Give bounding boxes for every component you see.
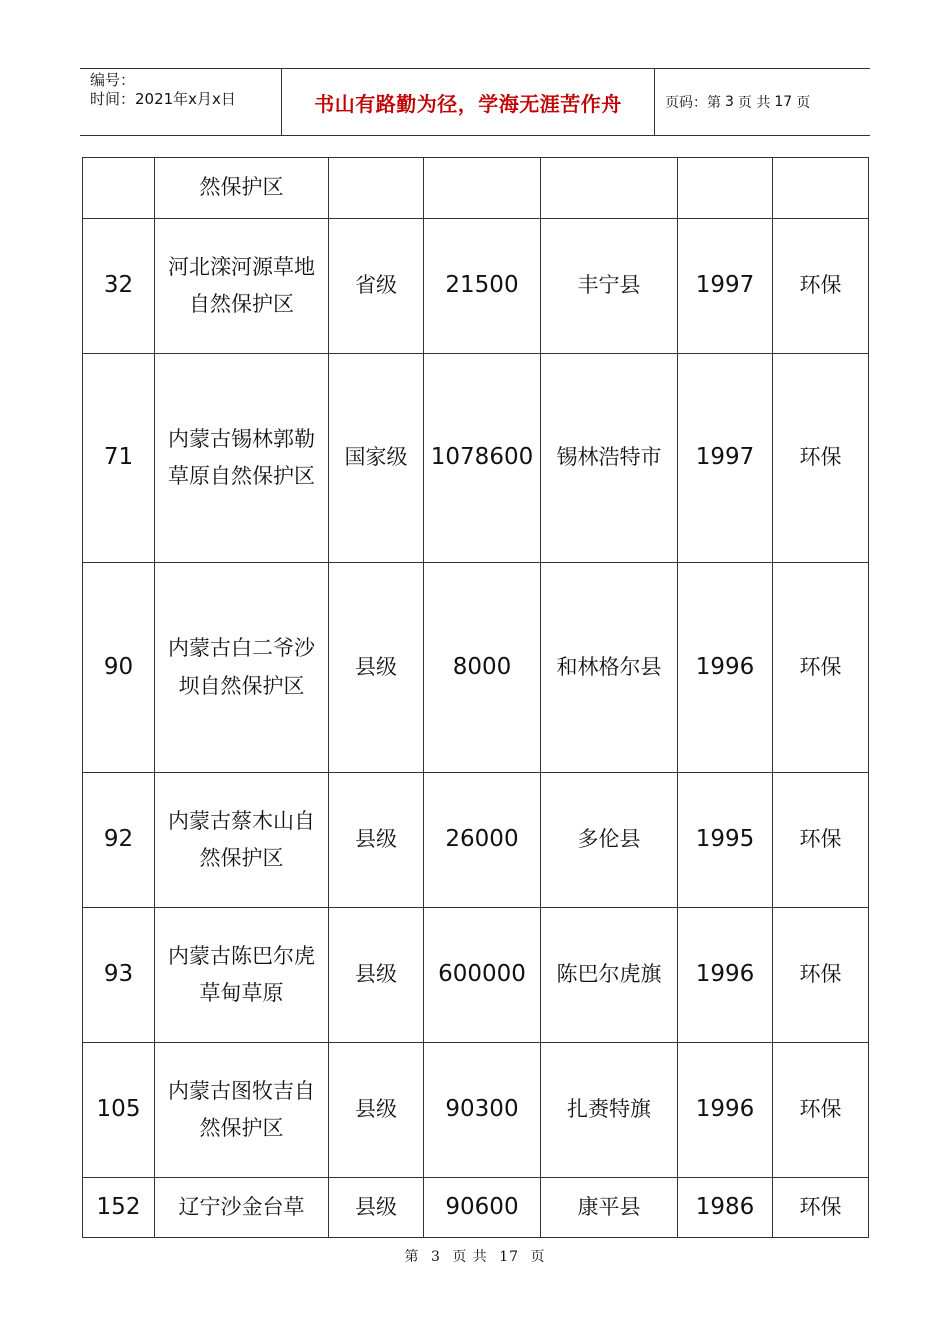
header-meta <box>80 69 282 135</box>
cell-department: 环保 <box>773 563 869 773</box>
cell-level: 国家级 <box>329 354 424 563</box>
footer-total: 17 <box>499 1249 520 1265</box>
cell-area <box>424 158 541 219</box>
cell-location: 丰宁县 <box>541 219 678 354</box>
cell-area: 600000 <box>424 908 541 1043</box>
cell-number: 71 <box>83 354 155 563</box>
page-total: 17 <box>774 94 793 110</box>
cell-reserve-name: 内蒙古陈巴尔虎草甸草原 <box>155 908 329 1043</box>
header-page-info <box>655 69 870 135</box>
cell-number: 92 <box>83 773 155 908</box>
page-current: 3 <box>725 94 734 110</box>
cell-reserve-name: 然保护区 <box>155 158 329 219</box>
reserve-table <box>82 157 869 1238</box>
cell-level <box>329 158 424 219</box>
cell-year: 1996 <box>678 908 773 1043</box>
cell-area: 90600 <box>424 1178 541 1238</box>
cell-location: 多伦县 <box>541 773 678 908</box>
table-row <box>83 354 869 563</box>
cell-number: 105 <box>83 1043 155 1178</box>
table-row <box>83 1178 869 1238</box>
cell-department: 环保 <box>773 354 869 563</box>
cell-level: 县级 <box>329 563 424 773</box>
cell-location: 陈巴尔虎旗 <box>541 908 678 1043</box>
page-footer <box>0 1246 950 1266</box>
cell-level: 县级 <box>329 773 424 908</box>
table-row <box>83 563 869 773</box>
cell-reserve-name: 内蒙古图牧吉自然保护区 <box>155 1043 329 1178</box>
table-row <box>83 773 869 908</box>
cell-year: 1996 <box>678 1043 773 1178</box>
footer-mid: 页 共 <box>452 1249 488 1265</box>
table-row <box>83 219 869 354</box>
cell-level: 省级 <box>329 219 424 354</box>
table-body <box>83 158 869 1238</box>
cell-location: 和林格尔县 <box>541 563 678 773</box>
cell-level: 县级 <box>329 908 424 1043</box>
page-header <box>80 68 870 136</box>
cell-department: 环保 <box>773 773 869 908</box>
page-mid: 页 共 <box>737 95 771 111</box>
footer-current: 3 <box>430 1249 441 1265</box>
cell-year: 1997 <box>678 354 773 563</box>
cell-number: 152 <box>83 1178 155 1238</box>
cell-department: 环保 <box>773 908 869 1043</box>
cell-department: 环保 <box>773 1178 869 1238</box>
table-row <box>83 908 869 1043</box>
footer-prefix: 第 <box>404 1249 420 1265</box>
table-row <box>83 158 869 219</box>
page-suffix: 页 <box>796 95 811 111</box>
cell-location: 康平县 <box>541 1178 678 1238</box>
time-label: 时间：2021年x月x日 <box>90 90 236 108</box>
cell-area: 1078600 <box>424 354 541 563</box>
cell-year: 1997 <box>678 219 773 354</box>
number-label: 编号： <box>90 71 136 89</box>
cell-year: 1996 <box>678 563 773 773</box>
header-motto: 书山有路勤为径，学海无涯苦作舟 <box>282 69 655 135</box>
cell-location: 扎赉特旗 <box>541 1043 678 1178</box>
cell-area: 90300 <box>424 1043 541 1178</box>
cell-number <box>83 158 155 219</box>
cell-number: 32 <box>83 219 155 354</box>
page-prefix: 页码：第 <box>665 95 721 111</box>
cell-level: 县级 <box>329 1178 424 1238</box>
cell-year <box>678 158 773 219</box>
cell-year: 1995 <box>678 773 773 908</box>
table-row <box>83 1043 869 1178</box>
cell-number: 93 <box>83 908 155 1043</box>
cell-area: 8000 <box>424 563 541 773</box>
cell-number: 90 <box>83 563 155 773</box>
cell-reserve-name: 内蒙古锡林郭勒草原自然保护区 <box>155 354 329 563</box>
cell-reserve-name: 辽宁沙金台草 <box>155 1178 329 1238</box>
cell-area: 26000 <box>424 773 541 908</box>
cell-reserve-name: 河北滦河源草地自然保护区 <box>155 219 329 354</box>
cell-location <box>541 158 678 219</box>
footer-suffix: 页 <box>530 1249 546 1265</box>
cell-reserve-name: 内蒙古白二爷沙坝自然保护区 <box>155 563 329 773</box>
cell-department: 环保 <box>773 1043 869 1178</box>
cell-location: 锡林浩特市 <box>541 354 678 563</box>
cell-department: 环保 <box>773 219 869 354</box>
cell-level: 县级 <box>329 1043 424 1178</box>
cell-year: 1986 <box>678 1178 773 1238</box>
cell-reserve-name: 内蒙古蔡木山自然保护区 <box>155 773 329 908</box>
cell-department <box>773 158 869 219</box>
cell-area: 21500 <box>424 219 541 354</box>
